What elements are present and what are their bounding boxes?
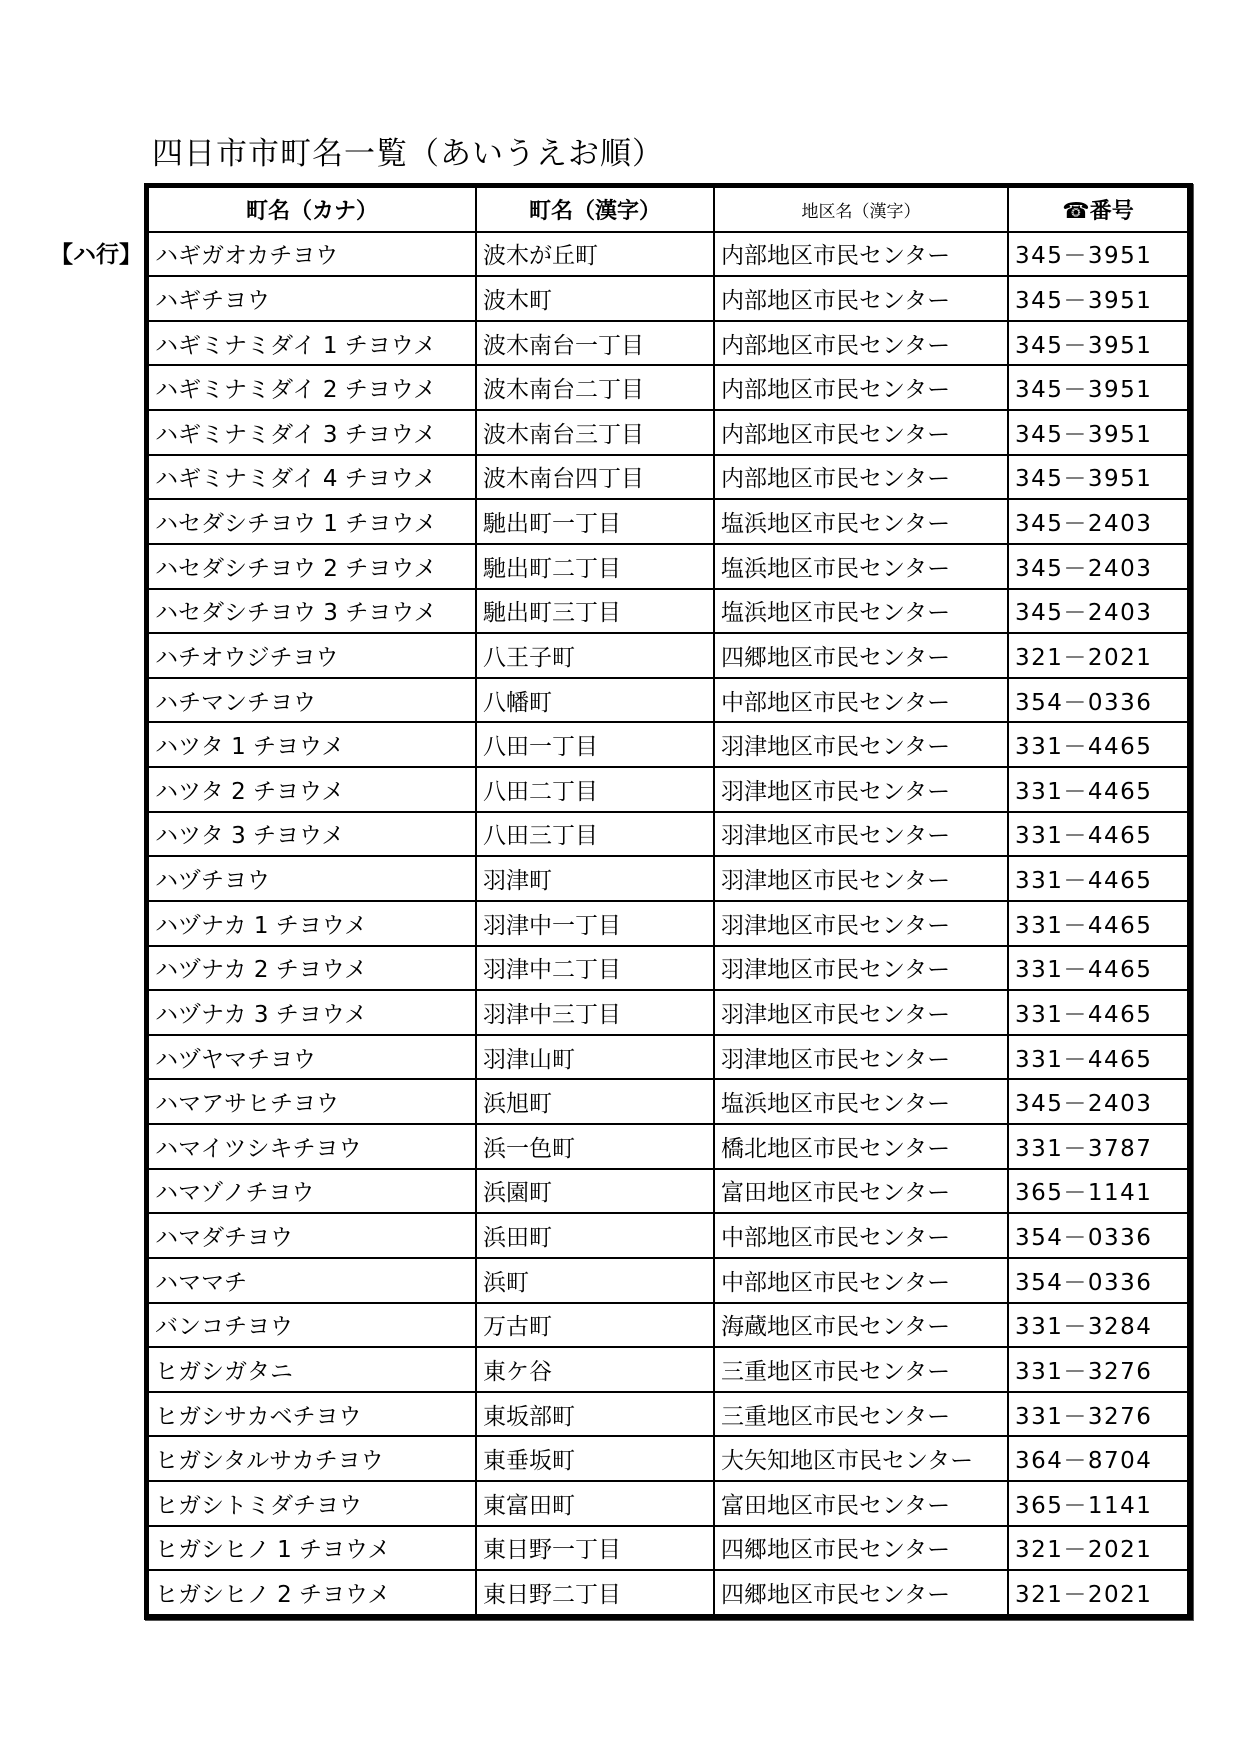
table-row — [148, 1035, 1188, 1080]
cell-tel: 354－0336 — [1008, 1258, 1188, 1303]
table-row — [148, 722, 1188, 767]
header-kanji: 町名（漢字） — [476, 187, 714, 232]
cell-district: 中部地区市民センター — [714, 1258, 1008, 1303]
cell-kanji: 浜旭町 — [476, 1079, 714, 1124]
section-label: 【ハ行】 — [50, 242, 142, 268]
cell-kanji: 東日野一丁目 — [476, 1526, 714, 1571]
cell-district: 塩浜地区市民センター — [714, 589, 1008, 634]
cell-kanji: 馳出町一丁目 — [476, 499, 714, 544]
cell-district: 羽津地区市民センター — [714, 901, 1008, 946]
table-row — [148, 589, 1188, 634]
cell-kanji: 八田三丁目 — [476, 812, 714, 857]
cell-kanji: 東垂坂町 — [476, 1436, 714, 1481]
cell-kana: ハツタ 1 チヨウメ — [148, 722, 476, 767]
table-row — [148, 767, 1188, 812]
cell-kana: ハマイツシキチヨウ — [148, 1124, 476, 1169]
cell-district: 羽津地区市民センター — [714, 990, 1008, 1035]
cell-kanji: 馳出町二丁目 — [476, 544, 714, 589]
cell-district: 四郷地区市民センター — [714, 1570, 1008, 1615]
table-row — [148, 1258, 1188, 1303]
cell-kanji: 東坂部町 — [476, 1392, 714, 1437]
cell-kanji: 東富田町 — [476, 1481, 714, 1526]
header-tel: ☎番号 — [1008, 187, 1188, 232]
cell-kana: ハマゾノチヨウ — [148, 1169, 476, 1214]
cell-tel: 345－2403 — [1008, 544, 1188, 589]
cell-kanji: 波木南台三丁目 — [476, 410, 714, 455]
cell-district: 富田地区市民センター — [714, 1169, 1008, 1214]
cell-kanji: 八田二丁目 — [476, 767, 714, 812]
cell-kanji: 浜一色町 — [476, 1124, 714, 1169]
cell-kanji: 馳出町三丁目 — [476, 589, 714, 634]
cell-district: 羽津地区市民センター — [714, 946, 1008, 991]
cell-kanji: 波木南台二丁目 — [476, 365, 714, 410]
cell-district: 内部地区市民センター — [714, 410, 1008, 455]
cell-kanji: 浜町 — [476, 1258, 714, 1303]
table-row — [148, 856, 1188, 901]
cell-district: 内部地区市民センター — [714, 321, 1008, 366]
cell-tel: 364－8704 — [1008, 1436, 1188, 1481]
table-row — [148, 232, 1188, 277]
cell-kanji: 万古町 — [476, 1303, 714, 1348]
cell-district: 内部地区市民センター — [714, 365, 1008, 410]
cell-kana: ハセダシチヨウ 2 チヨウメ — [148, 544, 476, 589]
cell-district: 中部地区市民センター — [714, 1213, 1008, 1258]
cell-kana: ハチオウジチヨウ — [148, 633, 476, 678]
cell-district: 羽津地区市民センター — [714, 812, 1008, 857]
cell-kana: ヒガシトミダチヨウ — [148, 1481, 476, 1526]
cell-district: 内部地区市民センター — [714, 232, 1008, 277]
cell-kana: ハツタ 2 チヨウメ — [148, 767, 476, 812]
cell-kana: ハマダチヨウ — [148, 1213, 476, 1258]
cell-tel: 331－4465 — [1008, 1035, 1188, 1080]
cell-tel: 321－2021 — [1008, 1526, 1188, 1571]
cell-kana: ハギミナミダイ 1 チヨウメ — [148, 321, 476, 366]
cell-district: 羽津地区市民センター — [714, 1035, 1008, 1080]
cell-kana: ハママチ — [148, 1258, 476, 1303]
cell-kana: ヒガシヒノ 1 チヨウメ — [148, 1526, 476, 1571]
cell-tel: 331－3284 — [1008, 1303, 1188, 1348]
cell-kanji: 波木町 — [476, 276, 714, 321]
cell-district: 三重地区市民センター — [714, 1392, 1008, 1437]
cell-kana: ハヅヤマチヨウ — [148, 1035, 476, 1080]
cell-kana: ハギミナミダイ 2 チヨウメ — [148, 365, 476, 410]
cell-tel: 354－0336 — [1008, 678, 1188, 723]
cell-district: 羽津地区市民センター — [714, 722, 1008, 767]
table-row — [148, 1213, 1188, 1258]
table-row — [148, 410, 1188, 455]
table-row — [148, 276, 1188, 321]
cell-tel: 321－2021 — [1008, 633, 1188, 678]
cell-kanji: 羽津中一丁目 — [476, 901, 714, 946]
cell-tel: 345－3951 — [1008, 455, 1188, 500]
table-row — [148, 1347, 1188, 1392]
cell-kanji: 東日野二丁目 — [476, 1570, 714, 1615]
table-row — [148, 1303, 1188, 1348]
cell-tel: 331－3787 — [1008, 1124, 1188, 1169]
cell-kana: ハギチヨウ — [148, 276, 476, 321]
cell-district: 橋北地区市民センター — [714, 1124, 1008, 1169]
table-row — [148, 633, 1188, 678]
cell-district: 内部地区市民センター — [714, 455, 1008, 500]
cell-tel: 345－3951 — [1008, 410, 1188, 455]
cell-kanji: 八田一丁目 — [476, 722, 714, 767]
cell-tel: 331－3276 — [1008, 1392, 1188, 1437]
cell-kana: ハギミナミダイ 3 チヨウメ — [148, 410, 476, 455]
cell-district: 内部地区市民センター — [714, 276, 1008, 321]
table-row — [148, 321, 1188, 366]
cell-kana: ハヅナカ 3 チヨウメ — [148, 990, 476, 1035]
cell-tel: 345－2403 — [1008, 499, 1188, 544]
cell-kana: ハチマンチヨウ — [148, 678, 476, 723]
page-title: 四日市市町名一覧（あいうえお順） — [152, 136, 664, 172]
cell-kana: ハヅナカ 1 チヨウメ — [148, 901, 476, 946]
cell-kanji: 東ケ谷 — [476, 1347, 714, 1392]
cell-kana: ハヅチヨウ — [148, 856, 476, 901]
cell-kanji: 波木南台一丁目 — [476, 321, 714, 366]
cell-tel: 365－1141 — [1008, 1169, 1188, 1214]
cell-kanji: 羽津町 — [476, 856, 714, 901]
cell-kana: バンコチヨウ — [148, 1303, 476, 1348]
cell-district: 中部地区市民センター — [714, 678, 1008, 723]
cell-kanji: 波木が丘町 — [476, 232, 714, 277]
table-row — [148, 455, 1188, 500]
town-table — [147, 186, 1189, 1616]
cell-kana: ハギミナミダイ 4 チヨウメ — [148, 455, 476, 500]
cell-tel: 331－4465 — [1008, 812, 1188, 857]
table-row — [148, 1079, 1188, 1124]
cell-kana: ハセダシチヨウ 1 チヨウメ — [148, 499, 476, 544]
town-table-container — [144, 183, 1193, 1620]
cell-district: 四郷地区市民センター — [714, 633, 1008, 678]
table-row — [148, 544, 1188, 589]
table-row — [148, 990, 1188, 1035]
cell-tel: 331－4465 — [1008, 990, 1188, 1035]
cell-tel: 345－2403 — [1008, 589, 1188, 634]
cell-district: 塩浜地区市民センター — [714, 1079, 1008, 1124]
cell-kanji: 八王子町 — [476, 633, 714, 678]
table-row — [148, 1169, 1188, 1214]
table-row — [148, 365, 1188, 410]
cell-kana: ヒガシヒノ 2 チヨウメ — [148, 1570, 476, 1615]
table-row — [148, 946, 1188, 991]
cell-kanji: 波木南台四丁目 — [476, 455, 714, 500]
header-kana: 町名（カナ） — [148, 187, 476, 232]
cell-tel: 331－4465 — [1008, 722, 1188, 767]
cell-kanji: 羽津中三丁目 — [476, 990, 714, 1035]
header-district: 地区名（漢字） — [714, 187, 1008, 232]
cell-kanji: 八幡町 — [476, 678, 714, 723]
table-row — [148, 1392, 1188, 1437]
cell-kana: ハツタ 3 チヨウメ — [148, 812, 476, 857]
cell-tel: 321－2021 — [1008, 1570, 1188, 1615]
cell-tel: 345－3951 — [1008, 232, 1188, 277]
cell-kana: ハマアサヒチヨウ — [148, 1079, 476, 1124]
cell-district: 三重地区市民センター — [714, 1347, 1008, 1392]
cell-kanji: 浜田町 — [476, 1213, 714, 1258]
table-row — [148, 812, 1188, 857]
table-row — [148, 1526, 1188, 1571]
cell-tel: 331－4465 — [1008, 767, 1188, 812]
cell-kana: ハギガオカチヨウ — [148, 232, 476, 277]
cell-kana: ヒガシタルサカチヨウ — [148, 1436, 476, 1481]
table-row — [148, 499, 1188, 544]
cell-kana: ハヅナカ 2 チヨウメ — [148, 946, 476, 991]
table-row — [148, 901, 1188, 946]
cell-tel: 331－4465 — [1008, 856, 1188, 901]
cell-tel: 331－3276 — [1008, 1347, 1188, 1392]
cell-tel: 354－0336 — [1008, 1213, 1188, 1258]
cell-kanji: 浜園町 — [476, 1169, 714, 1214]
cell-district: 塩浜地区市民センター — [714, 544, 1008, 589]
cell-tel: 331－4465 — [1008, 946, 1188, 991]
cell-tel: 345－3951 — [1008, 321, 1188, 366]
table-row — [148, 678, 1188, 723]
cell-kana: ヒガシガタニ — [148, 1347, 476, 1392]
cell-tel: 331－4465 — [1008, 901, 1188, 946]
cell-district: 大矢知地区市民センター — [714, 1436, 1008, 1481]
cell-tel: 345－3951 — [1008, 365, 1188, 410]
cell-tel: 345－3951 — [1008, 276, 1188, 321]
cell-district: 四郷地区市民センター — [714, 1526, 1008, 1571]
table-header-row — [148, 187, 1188, 232]
table-row — [148, 1124, 1188, 1169]
cell-kanji: 羽津中二丁目 — [476, 946, 714, 991]
cell-district: 海蔵地区市民センター — [714, 1303, 1008, 1348]
cell-district: 富田地区市民センター — [714, 1481, 1008, 1526]
cell-district: 塩浜地区市民センター — [714, 499, 1008, 544]
cell-district: 羽津地区市民センター — [714, 767, 1008, 812]
table-row — [148, 1570, 1188, 1615]
cell-kanji: 羽津山町 — [476, 1035, 714, 1080]
cell-district: 羽津地区市民センター — [714, 856, 1008, 901]
cell-tel: 365－1141 — [1008, 1481, 1188, 1526]
cell-tel: 345－2403 — [1008, 1079, 1188, 1124]
table-row — [148, 1481, 1188, 1526]
cell-kana: ハセダシチヨウ 3 チヨウメ — [148, 589, 476, 634]
table-row — [148, 1436, 1188, 1481]
cell-kana: ヒガシサカベチヨウ — [148, 1392, 476, 1437]
